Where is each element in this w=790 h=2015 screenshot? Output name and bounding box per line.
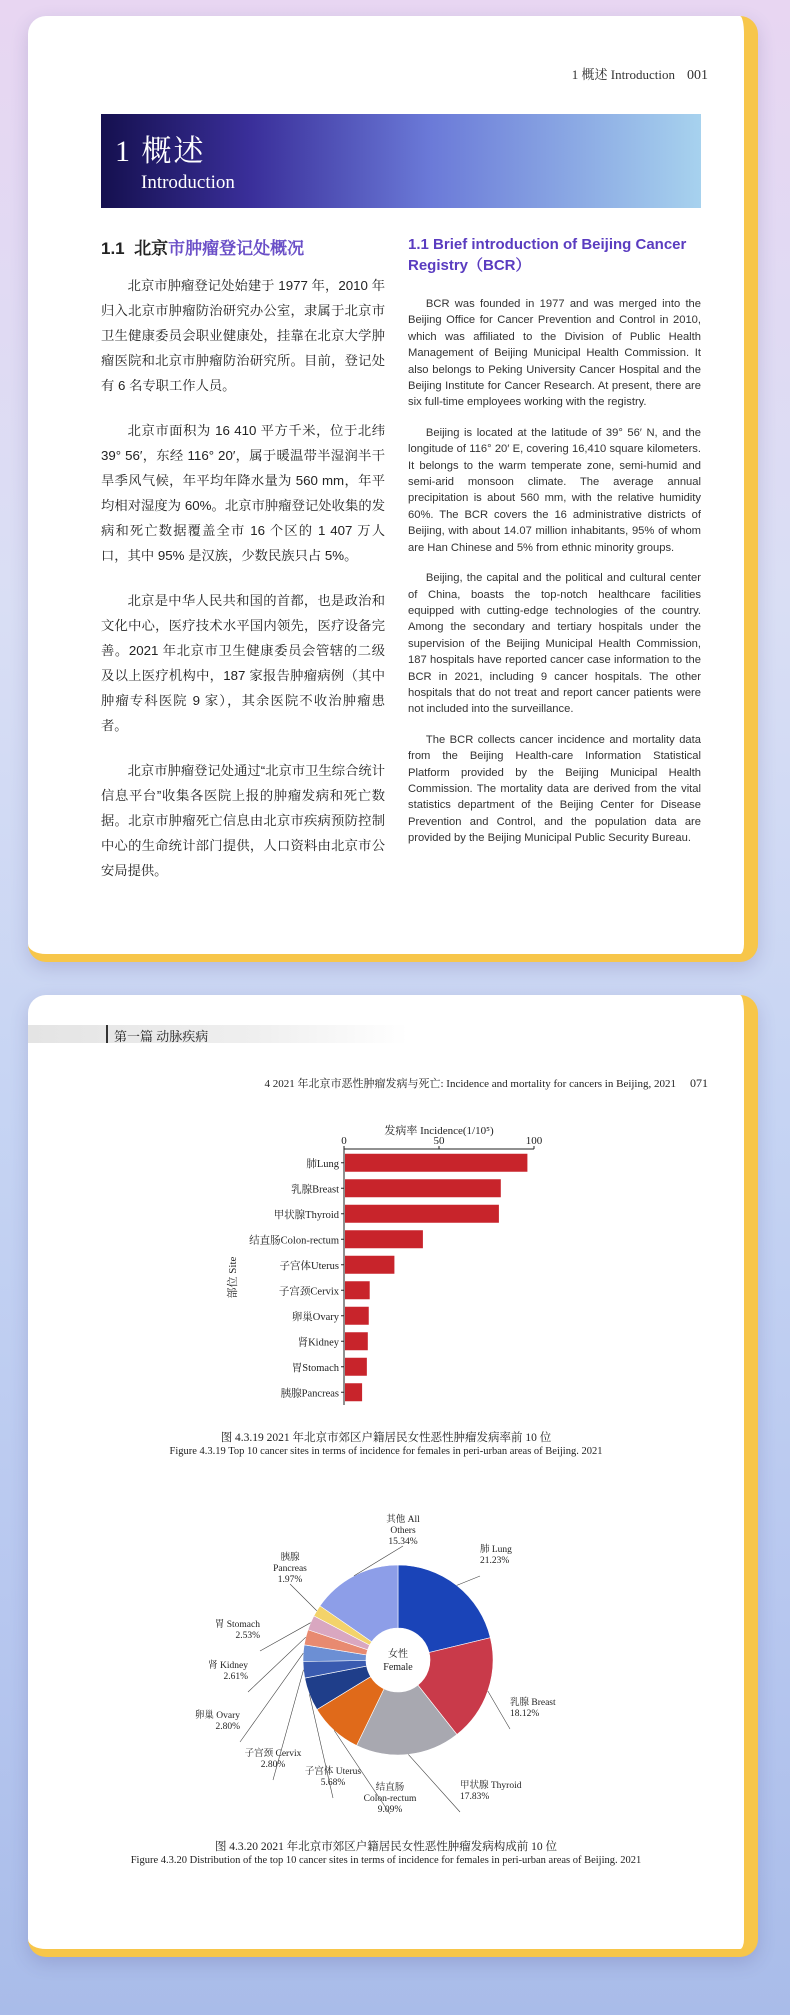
page-number: 071 (690, 1076, 708, 1090)
leader-line (240, 1653, 303, 1742)
running-header-text: 1 概述 Introduction (571, 67, 675, 82)
slice-label: 9.09% (377, 1805, 403, 1815)
x-tick-label: 50 (433, 1135, 445, 1147)
slice-label: 18.12% (510, 1709, 540, 1719)
slice-label: 乳腺 Breast (510, 1698, 556, 1708)
slice-label: 2.53% (235, 1631, 260, 1641)
section-header-text: 第一篇 动脉疾病 (114, 1029, 209, 1044)
y-axis-title: 部位 Site (227, 1256, 239, 1299)
bar-3 (345, 1230, 423, 1248)
slice-label: Others (390, 1526, 416, 1536)
bar-7 (345, 1332, 368, 1350)
slice-label: 17.83% (460, 1792, 490, 1802)
running-header-text: 4 2021 年北京市恶性肿瘤发病与死亡: Incidence and mortality for cancers in Beijing, 2021 (264, 1078, 676, 1090)
slice-label: 肾 Kidney (208, 1661, 248, 1671)
paragraph-en: The BCR collects cancer incidence and mortality data from the Beijing Health-care Information Statistical Platform provided by the Beijing Municipal Health Commission. The mortality data are derived from the vital statistics department of the Beijing Center for Disease Prevention and Control, and the population data are provided by the Beijing Municipal Public Security Bureau. (408, 733, 701, 845)
paragraph-cn: 北京是中华人民共和国的首都，也是政治和文化中心，医疗技术水平国内领先，医疗设备完善。2021 年北京市卫生健康委员会管辖的二级及以上医疗机构中，187 家报告肿瘤病例（其中肿瘤专科医院 9 家），其余医院不收治肿瘤患者。 (101, 593, 385, 733)
page-number: 001 (687, 68, 708, 83)
category-label: 结直肠Colon-rectum (249, 1235, 339, 1247)
slice-label: 1.97% (277, 1575, 303, 1585)
slice-0 (398, 1565, 490, 1652)
category-label: 卵巢Ovary (291, 1311, 339, 1323)
bar-0 (345, 1154, 527, 1172)
slice-label: 子宫体 Uterus (304, 1767, 362, 1777)
donut-center-cn: 女性 (388, 1649, 408, 1660)
section-header (28, 1025, 408, 1043)
chapter-title-cn: 1 概述 (115, 135, 206, 168)
paragraph-cn: 北京市面积为 16 410 平方千米，位于北纬 39° 56′，东经 116° 20′，属于暖温带半湿润半干旱季风气候，年平均年降水量为 560 mm，年平均相对湿度为 60%。北京市肿瘤登记处收集的发病和死亡数据覆盖全市 16 个区的 1 407 万人口，其中 95% 是汉族，少数民族只占 5%。 (101, 423, 385, 563)
bar-5 (345, 1281, 370, 1299)
figure-caption-cn: 图 4.3.20 2021 年北京市郊区户籍居民女性恶性肿瘤发病构成前 10 位 (214, 1841, 558, 1853)
bar-9 (345, 1383, 362, 1401)
slice-label: 肺 Lung (480, 1545, 512, 1555)
paragraph-cn: 北京市肿瘤登记处始建于 1977 年，2010 年归入北京市肿瘤防治研究办公室，隶属于北京市卫生健康委员会职业健康处，挂靠在北京大学肿瘤医院和北京市肿瘤防治研究所。目前，登记处有 6 名专职工作人员。 (101, 278, 385, 393)
chapter-title-en: Introduction (141, 172, 235, 193)
section-header-divider (106, 1025, 108, 1043)
leader-line (488, 1691, 510, 1729)
section-heading-en: 1.1 Brief introduction of Beijing Cancer Registry（BCR） (408, 236, 687, 274)
slice-label: 5.68% (320, 1778, 346, 1788)
bar-6 (345, 1307, 369, 1325)
bar-1 (345, 1179, 501, 1197)
chapter-banner (101, 114, 701, 208)
bar-4 (345, 1256, 394, 1274)
figure-caption-en: Figure 4.3.19 Top 10 cancer sites in terms of incidence for females in peri-urban areas of Beijing. 2021 (169, 1446, 603, 1457)
figure-caption-cn: 图 4.3.19 2021 年北京市郊区户籍居民女性恶性肿瘤发病率前 10 位 (220, 1432, 552, 1444)
category-label: 乳腺Breast (291, 1184, 339, 1196)
category-label: 肺Lung (306, 1158, 339, 1170)
slice-label: 结直肠 (375, 1783, 405, 1793)
leader-line (260, 1623, 311, 1651)
paragraph-cn: 北京市肿瘤登记处通过“北京市卫生综合统计信息平台”收集各医院上报的肿瘤发病和死亡数据。北京市肿瘤死亡信息由北京市疾病预防控制中心的生命统计部门提供，人口资料由北京市公安局提供。 (101, 763, 385, 878)
leader-line (290, 1584, 317, 1611)
slice-label: 子宫颈 Cervix (244, 1749, 302, 1759)
figure-caption-en: Figure 4.3.20 Distribution of the top 10 cancer sites in terms of incidence for females in peri-urban areas of Beijing. 2021 (130, 1855, 642, 1866)
chinese-column (101, 234, 385, 903)
incidence-bar-chart (28, 1120, 744, 1420)
slice-label: 甲状腺 Thyroid (460, 1781, 522, 1791)
book-page-071 (28, 995, 758, 1957)
category-label: 子宫颈Cervix (278, 1286, 339, 1298)
category-label: 子宫体Uterus (279, 1260, 339, 1272)
slice-label: 卵巢 Ovary (194, 1711, 240, 1721)
section-heading-cn (101, 234, 385, 259)
section-heading-part-a: 北京 (134, 239, 169, 258)
book-page-001 (28, 16, 758, 962)
slice-label: 15.34% (388, 1537, 418, 1547)
x-axis-title: 发病率 Incidence(1/10⁵) (384, 1125, 494, 1137)
x-tick-label: 0 (341, 1135, 347, 1147)
slice-label: 胃 Stomach (214, 1620, 260, 1630)
slice-label: 胰腺 (280, 1553, 300, 1563)
category-label: 胃Stomach (291, 1362, 339, 1374)
running-header (264, 1075, 708, 1091)
slice-label: 2.80% (260, 1760, 286, 1770)
slice-label: Colon-rectum (363, 1794, 417, 1804)
category-label: 甲状腺Thyroid (273, 1209, 339, 1221)
leader-line (457, 1576, 480, 1585)
category-label: 胰腺Pancreas (280, 1388, 339, 1400)
paragraph-en: Beijing is located at the latitude of 39° 56′ N, and the longitude of 116° 20′ E, covering 16,410 square kilometers. It belongs to the warm temperate zone, semi-humid and semi-arid monsoon climate. The average annual precipitation is about 560 mm, with the relative humidity 60%. The BCR covers the 16 administrative districts of Beijing, with about 14.07 million inhabitants, 95% of whom are Han Chinese and 5% from ethnic minority groups. (408, 426, 701, 554)
slice-label: 2.61% (223, 1672, 248, 1682)
slice-label: 其他 All (386, 1515, 420, 1525)
english-column (408, 234, 701, 861)
section-heading-part-b: 市肿瘤登记处概况 (168, 239, 305, 258)
slice-label: 21.23% (480, 1556, 510, 1566)
donut-center-en: Female (383, 1662, 413, 1673)
section-number: 1.1 (101, 239, 125, 258)
slice-label: 2.80% (215, 1722, 240, 1732)
incidence-donut-chart (28, 1500, 744, 1830)
paragraph-en: BCR was founded in 1977 and was merged into the Beijing Office for Cancer Prevention and Control in 2010, which was affiliated to the Division of Public Health Management of Beijing Municipal Health Commission. It also belongs to Peking University Cancer Hospital and the Beijing Institute for Cancer Research. At present, there are six full-time employees working with the registry. (408, 298, 701, 409)
x-tick-label: 100 (525, 1135, 543, 1147)
bar-8 (345, 1358, 367, 1376)
slice-label: Pancreas (273, 1564, 307, 1574)
leader-line (248, 1637, 306, 1692)
category-label: 肾Kidney (297, 1337, 339, 1349)
paragraph-en: Beijing, the capital and the political and cultural center of China, boasts the top-notch healthcare facilities equipped with cutting-edge technologies of the country. Among the secondary and tertiary hospitals under the supervision of the Beijing Municipal Health Commission, 187 hospitals have reported cancer case information to the BCR in 2021, including 9 cancer hospitals. The other hospitals that do not treat and report cancer patients were not included into the surveillance. (408, 572, 701, 716)
running-header (572, 64, 708, 84)
bar-2 (345, 1205, 499, 1223)
